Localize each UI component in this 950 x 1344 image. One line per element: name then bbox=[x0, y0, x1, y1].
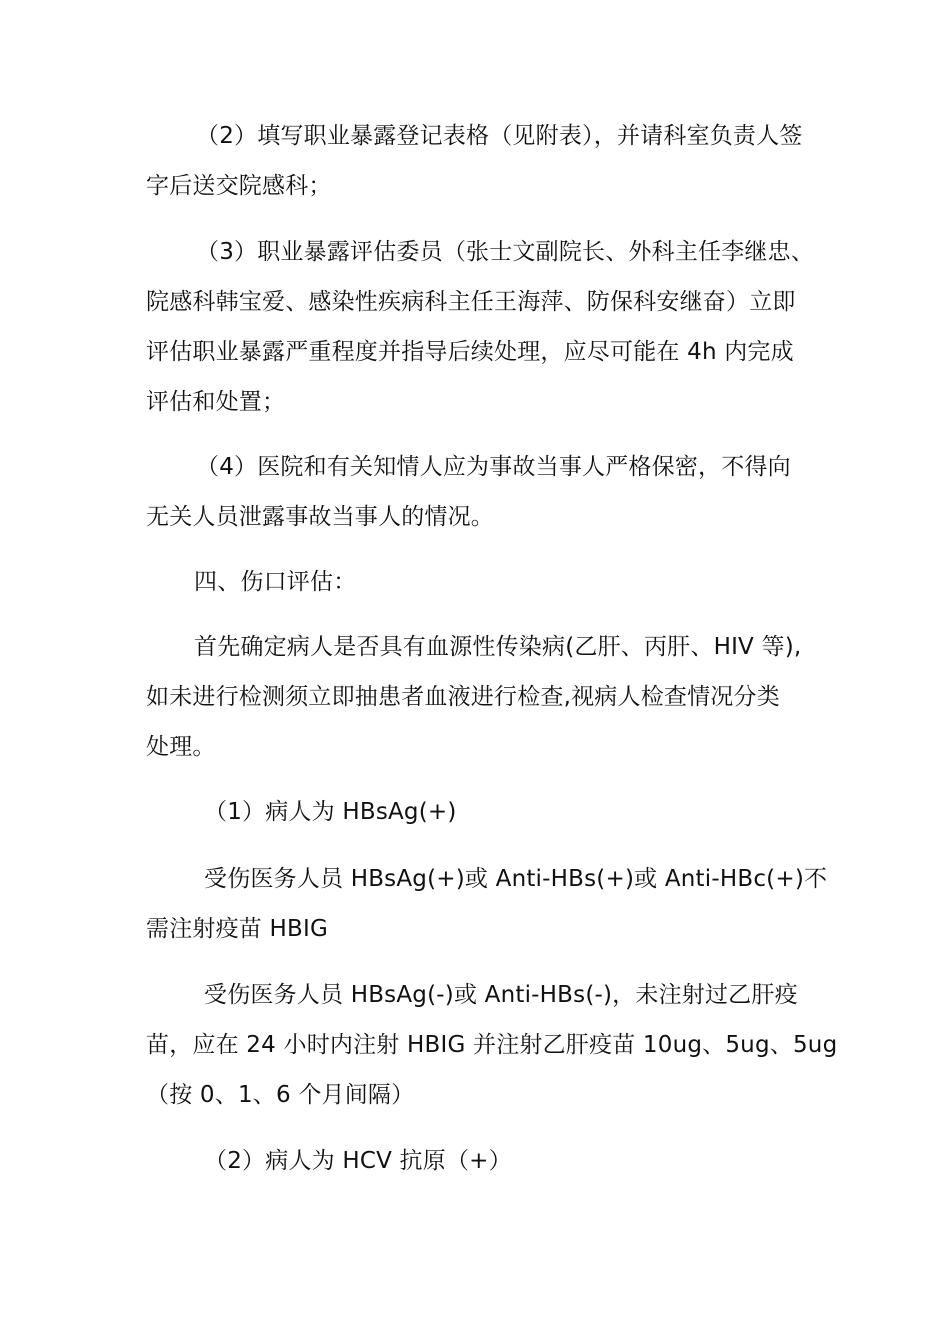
paragraph-line: （2）填写职业暴露登记表格（见附表），并请科室负责人签 bbox=[196, 123, 803, 149]
section-heading-wound-assessment bbox=[146, 557, 810, 607]
paragraph-line: 处理。 bbox=[146, 734, 216, 760]
paragraph-line: 苗，应在 24 小时内注射 HBIG 并注射乙肝疫苗 10ug、5ug、5ug bbox=[146, 1032, 838, 1058]
section-heading: 四、伤口评估： bbox=[194, 569, 357, 595]
subheading: （1）病人为 HBsAg(+) bbox=[204, 799, 457, 825]
paragraph-determine-infection bbox=[146, 622, 810, 772]
paragraph-line: 院感科韩宝爱、感染性疾病科主任王海萍、防保科安继奋）立即 bbox=[146, 289, 796, 315]
paragraph-line: 首先确定病人是否具有血源性传染病(乙肝、丙肝、HIV 等), bbox=[194, 634, 802, 660]
paragraph-line: 受伤医务人员 HBsAg(-)或 Anti-HBs(-)，未注射过乙肝疫 bbox=[204, 982, 798, 1008]
subheading-hbsag-positive bbox=[146, 787, 810, 837]
paragraph-line: （按 0、1、6 个月间隔） bbox=[146, 1082, 415, 1108]
paragraph-confidentiality bbox=[146, 442, 810, 542]
paragraph-line: （3）职业暴露评估委员（张士文副院长、外科主任李继忠、 bbox=[196, 239, 815, 265]
paragraph-line: 无关人员泄露事故当事人的情况。 bbox=[146, 504, 494, 530]
subheading-hcv-positive bbox=[146, 1136, 810, 1186]
paragraph-line: 字后送交院感科； bbox=[146, 173, 332, 199]
paragraph-line: 需注射疫苗 HBIG bbox=[146, 916, 328, 942]
paragraph-no-vaccine-needed bbox=[146, 854, 828, 954]
paragraph-line: 如未进行检测须立即抽患者血液进行检查,视病人检查情况分类 bbox=[146, 684, 780, 710]
paragraph-line: （4）医院和有关知情人应为事故当事人严格保密，不得向 bbox=[196, 454, 791, 480]
subheading: （2）病人为 HCV 抗原（+） bbox=[204, 1148, 512, 1174]
paragraph-line: 评估和处置； bbox=[146, 389, 286, 415]
paragraph-assessment-committee bbox=[146, 227, 815, 427]
paragraph-line: 受伤医务人员 HBsAg(+)或 Anti-HBs(+)或 Anti-HBc(+)不 bbox=[204, 866, 828, 892]
paragraph-registration-form bbox=[146, 111, 810, 211]
paragraph-line: 评估职业暴露严重程度并指导后续处理，应尽可能在 4h 内完成 bbox=[146, 339, 794, 365]
paragraph-vaccine-required bbox=[146, 970, 838, 1120]
